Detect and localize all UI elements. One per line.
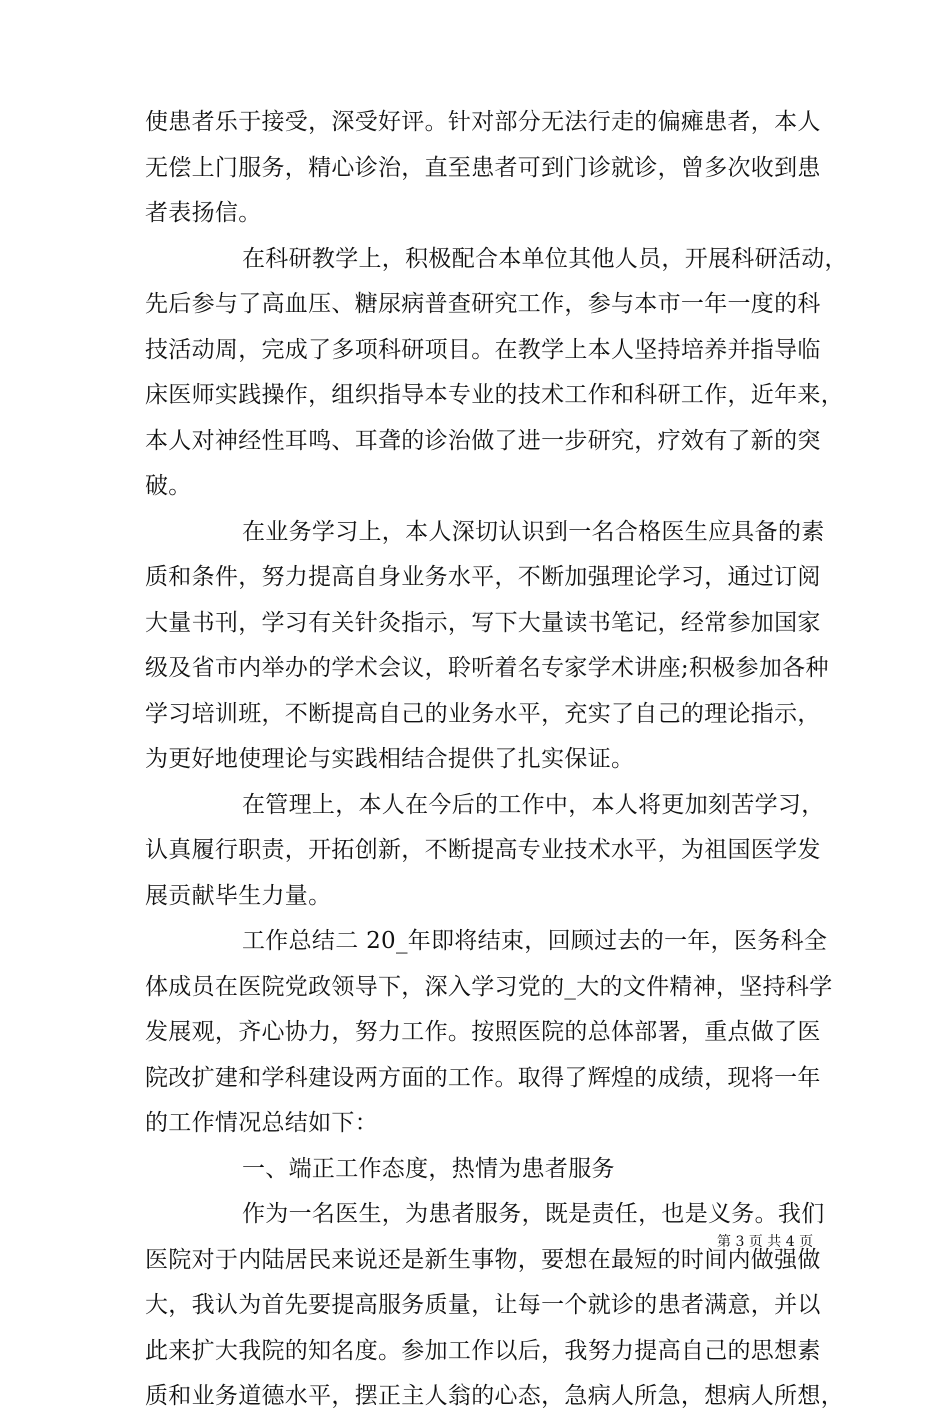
text-line: 医院对于内陆居民来说还是新生事物，要想在最短的时间内做强做 <box>145 1246 821 1273</box>
text-line: 认真履行职责，开拓创新，不断提高专业技术水平，为祖国医学发 <box>145 837 821 863</box>
text-line: 体成员在医院党政领导下，深入学习党的_大的文件精神，坚持科学 <box>145 973 833 1000</box>
text-line: 级及省市内举办的学术会议，聆听着名专家学术讲座;积极参加各种 <box>145 655 829 681</box>
text-line: 床医师实践操作，组织指导本专业的技术工作和科研工作，近年来， <box>145 382 844 408</box>
text-line: 发展观，齐心协力，努力工作。按照医院的总体部署，重点做了医 <box>145 1019 821 1045</box>
document-body <box>145 100 848 1420</box>
text-line: 为更好地使理论与实践相结合提供了扎实保证。 <box>145 746 635 772</box>
text-line: 学习培训班，不断提高自己的业务水平，充实了自己的理论指示， <box>145 700 821 727</box>
text-line: 展贡献毕生力量。 <box>145 882 332 909</box>
text-line: 质和条件，努力提高自身业务水平，不断加强理论学习，通过订阅 <box>145 564 821 590</box>
text-line: 无偿上门服务，精心诊治，直至患者可到门诊就诊，曾多次收到患 <box>145 154 821 181</box>
text-line: 技活动周，完成了多项科研项目。在教学上本人坚持培养并指导临 <box>145 336 821 363</box>
text-line: 大，我认为首先要提高服务质量，让每一个就诊的患者满意，并以 <box>145 1292 821 1318</box>
text-line: 院改扩建和学科建设两方面的工作。取得了辉煌的成绩，现将一年 <box>145 1064 821 1091</box>
text-line: 在科研教学上，积极配合本单位其他人员，开展科研活动， <box>242 245 848 272</box>
text-line: 在管理上，本人在今后的工作中，本人将更加刻苦学习， <box>242 791 825 818</box>
text-line: 本人对神经性耳鸣、耳聋的诊治做了进一步研究，疗效有了新的突 <box>145 427 821 454</box>
text-line: 质和业务道德水平，摆正主人翁的心态，急病人所急，想病人所想， <box>145 1383 844 1409</box>
text-line: 者表扬信。 <box>145 200 262 226</box>
text-line: 大量书刊，学习有关针灸指示，写下大量读书笔记，经常参加国家 <box>145 609 821 636</box>
text-line: 一、端正工作态度，热情为患者服务 <box>242 1155 615 1182</box>
text-line: 破。 <box>145 473 192 499</box>
text-line: 作为一名医生，为患者服务，既是责任，也是义务。我们 <box>242 1201 825 1227</box>
text-line: 在业务学习上，本人深切认识到一名合格医生应具备的素 <box>242 518 825 545</box>
page-number-footer: 第 3 页 共 4 页 <box>717 1234 814 1250</box>
text-line: 使患者乐于接受，深受好评。针对部分无法行走的偏瘫患者，本人 <box>145 109 821 135</box>
text-line: 工作总结二 20_年即将结束，回顾过去的一年，医务科全 <box>242 928 828 954</box>
text-line: 先后参与了高血压、糖尿病普查研究工作，参与本市一年一度的科 <box>145 291 821 317</box>
text-line: 的工作情况总结如下： <box>145 1110 378 1136</box>
text-line: 此来扩大我院的知名度。参加工作以后，我努力提高自己的思想素 <box>145 1337 821 1364</box>
